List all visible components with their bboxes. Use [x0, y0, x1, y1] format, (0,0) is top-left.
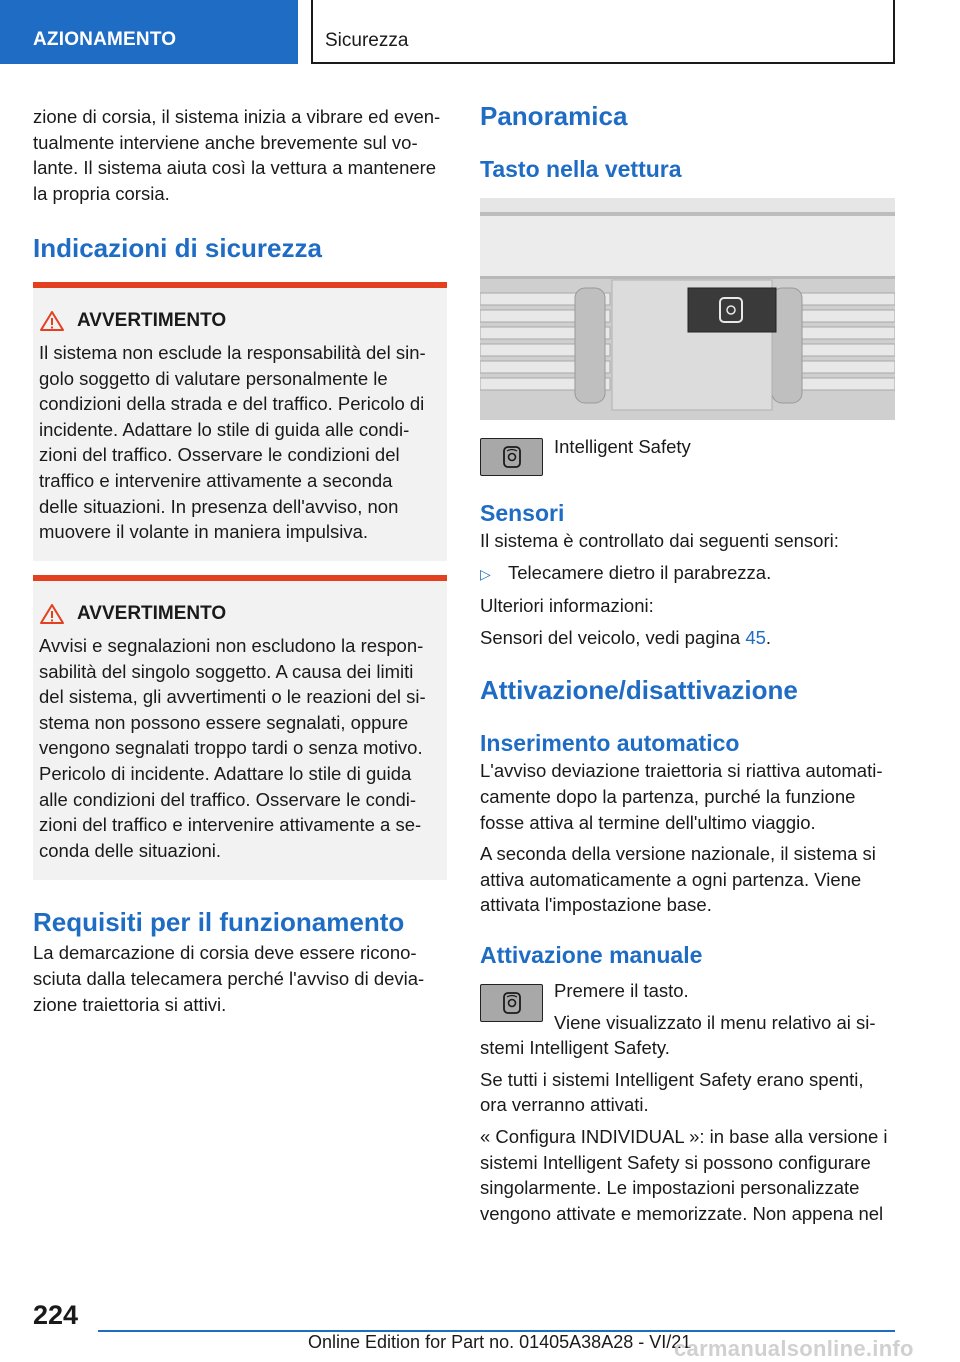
footer-edition: Online Edition for Part no. 01405A38A28 - VI/21	[308, 1332, 692, 1352]
heading-overview: Panoramica	[480, 101, 628, 131]
warning-icon	[39, 602, 77, 626]
right-column	[480, 100, 895, 1226]
heading-auto-activation: Inserimento automatico	[480, 730, 740, 757]
warning-box-2	[33, 575, 447, 880]
more-info-label: Ulteriori informazioni:	[480, 595, 654, 617]
warning-title: AVVERTIMENTO	[77, 310, 227, 332]
sensor-list-item	[480, 560, 895, 588]
auto-paragraph-1: L'avviso deviazione traiettoria si riattiva automaticamente dopo la partenza, purché la funzione fosse attiva al termine dell'ultimo viaggio.	[480, 760, 883, 833]
manual-paragraph-2: Se tutti i sistemi Intelligent Safety erano spenti, ora verranno attivati.	[480, 1068, 864, 1116]
left-column	[33, 104, 447, 1017]
heading-activation: Attivazione/disattivazione	[480, 675, 798, 706]
warning-icon	[39, 309, 77, 333]
page-link-45[interactable]: 45	[745, 626, 766, 648]
subsection-title: Sicurezza	[325, 30, 409, 51]
sensor-reference: Sensori del veicolo, vedi pagina 45.	[480, 626, 772, 648]
manual-step-text: Premere il tasto.	[554, 979, 689, 1001]
watermark: carmanualsonline.info	[674, 1336, 914, 1361]
page-number: 224	[33, 1300, 79, 1330]
warning-text: Il sistema non esclude la responsabilità del singolo soggetto di valutare personalmente le condizioni della strada e del traffico. Pericolo di incidente. Adattare lo stile di guida alle condizioni del traffico. Osservare le condizioni del traffico e intervenire attivamente a seconda delle situazioni. In presenza dell'avviso, non muovere il volante in maniera impulsiva.	[39, 341, 426, 543]
intelligent-safety-button-icon	[480, 438, 543, 476]
manual-paragraph-3: « Configura INDIVIDUAL »: in base alla versione i sistemi Intelligent Safety si possono configurare singolarmente. Le impostazioni personalizzate vengono attivate e memorizzate. Non appena nel	[480, 1125, 888, 1224]
auto-paragraph-2: A seconda della versione nazionale, il sistema si attiva automaticamente a ogni partenza. Viene attivata l'impostazione base.	[480, 843, 876, 916]
manual-step-block	[480, 978, 895, 1061]
manual-paragraph-1: Viene visualizzato il menu relativo ai sistemi Intelligent Safety.	[480, 1011, 876, 1059]
bullet-triangle-icon: ▷	[480, 565, 491, 582]
sensors-intro: Il sistema è controllato dai seguenti sensori:	[480, 530, 839, 551]
section-title: AZIONAMENTO	[33, 29, 177, 50]
heading-requirements: Requisiti per il funzionamento	[33, 907, 405, 938]
warning-title: AVVERTIMENTO	[77, 603, 227, 625]
heading-button-in-vehicle: Tasto nella vettura	[480, 156, 682, 182]
sensor-item-text: Telecamere dietro il parabrezza.	[508, 561, 772, 583]
section-tab	[0, 0, 298, 64]
heading-safety: Indicazioni di sicurezza	[33, 233, 322, 264]
intro-paragraph: zione di corsia, il sistema inizia a vibrare ed eventualmente interviene anche brevemente sul volante. Il sistema aiuta così la vettura a mantenere la propria corsia.	[33, 106, 441, 204]
intelligent-safety-button-icon	[480, 984, 543, 1022]
requirements-paragraph: La demarcazione di corsia deve essere riconosciuta dalla telecamera perché l'avviso di deviazione traiettoria si attivi.	[33, 942, 425, 1015]
warning-text: Avvisi e segnalazioni non escludono la responsabilità del singolo soggetto. A causa dei limiti del sistema, gli avvertimenti o le reazioni del sistema non possono essere segnalati, oppure vengono segnalati troppo tardi o senza motivo. Pericolo di incidente. Adattare lo stile di guida alle condizioni del traffico. Osservare le condizioni del traffico e intervenire attivamente a seconda delle situazioni.	[39, 634, 426, 861]
warning-box-1	[33, 282, 447, 561]
subsection-tab	[311, 0, 895, 64]
dashboard-button-photo	[480, 198, 895, 420]
button-label: Intelligent Safety	[554, 436, 691, 457]
heading-manual-activation: Attivazione manuale	[480, 941, 703, 968]
button-legend	[480, 438, 895, 476]
heading-sensors: Sensori	[480, 500, 565, 526]
